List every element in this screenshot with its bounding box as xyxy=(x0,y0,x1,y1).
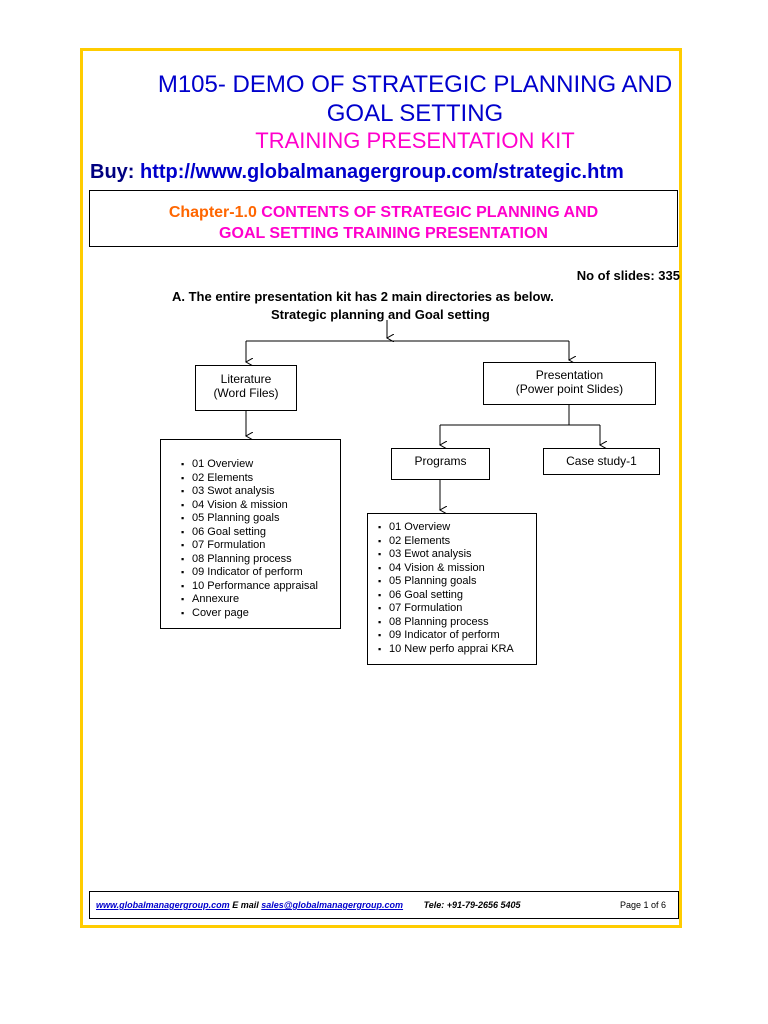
footer-phone: Tele: +91-79-2656 5405 xyxy=(423,900,521,910)
buy-label: Buy: xyxy=(90,161,135,183)
buy-link[interactable]: http://www.globalmanagergroup.com/strategic.htm xyxy=(140,161,624,183)
literature-item: ▪ 01 Overview xyxy=(181,458,340,472)
literature-item: ▪ Cover page xyxy=(181,607,340,621)
program-item: ▪ 09 Indicator of perform xyxy=(378,629,536,643)
page-footer xyxy=(89,891,679,919)
chapter-title-2: GOAL SETTING TRAINING PRESENTATION xyxy=(219,225,548,242)
presentation-node: Presentation (Power point Slides) xyxy=(483,362,656,405)
literature-item: ▪ 07 Formulation xyxy=(181,539,340,553)
program-file-list xyxy=(367,513,537,665)
literature-item: ▪ Annexure xyxy=(181,593,340,607)
literature-item: ▪ 08 Planning process xyxy=(181,553,340,567)
program-item: ▪ 05 Planning goals xyxy=(378,575,536,589)
case-study-node: Case study-1 xyxy=(543,448,660,475)
program-item: ▪ 07 Formulation xyxy=(378,602,536,616)
slide-count: No of slides: 335 xyxy=(576,268,680,283)
literature-item: ▪ 03 Swot analysis xyxy=(181,485,340,499)
document-title: M105- DEMO OF STRATEGIC PLANNING AND GOAL SETTING xyxy=(157,71,673,127)
literature-item: ▪ 02 Elements xyxy=(181,472,340,486)
program-item: ▪ 03 Ewot analysis xyxy=(378,548,536,562)
footer-email-link[interactable]: sales@globalmanagergroup.com xyxy=(261,900,404,910)
literature-item: ▪ 05 Planning goals xyxy=(181,512,340,526)
programs-node: Programs xyxy=(391,448,490,480)
chapter-title-1: CONTENTS OF STRATEGIC PLANNING AND xyxy=(261,204,599,221)
literature-item: ▪ 04 Vision & mission xyxy=(181,499,340,513)
program-item: ▪ 08 Planning process xyxy=(378,616,536,630)
literature-node: Literature (Word Files) xyxy=(195,365,297,411)
program-item: ▪ 02 Elements xyxy=(378,535,536,549)
literature-file-list xyxy=(160,439,341,629)
document-subtitle: TRAINING PRESENTATION KIT xyxy=(255,128,575,153)
page-number: Page 1 of 6 xyxy=(619,900,666,910)
program-item: ▪ 01 Overview xyxy=(378,521,536,535)
footer-site-link[interactable]: www.globalmanagergroup.com xyxy=(96,900,230,910)
program-item: ▪ 10 New perfo apprai KRA xyxy=(378,643,536,657)
literature-item: ▪ 06 Goal setting xyxy=(181,526,340,540)
intro-text: A. The entire presentation kit has 2 main directories as below. xyxy=(172,289,554,304)
tree-root-label: Strategic planning and Goal setting xyxy=(271,307,490,322)
literature-item: ▪ 09 Indicator of perform xyxy=(181,566,340,580)
literature-item: ▪ 10 Performance appraisal xyxy=(181,580,340,594)
program-item: ▪ 06 Goal setting xyxy=(378,589,536,603)
program-item: ▪ 04 Vision & mission xyxy=(378,562,536,576)
chapter-number: Chapter-1.0 xyxy=(168,204,257,221)
footer-email-label: E mail xyxy=(232,900,259,910)
